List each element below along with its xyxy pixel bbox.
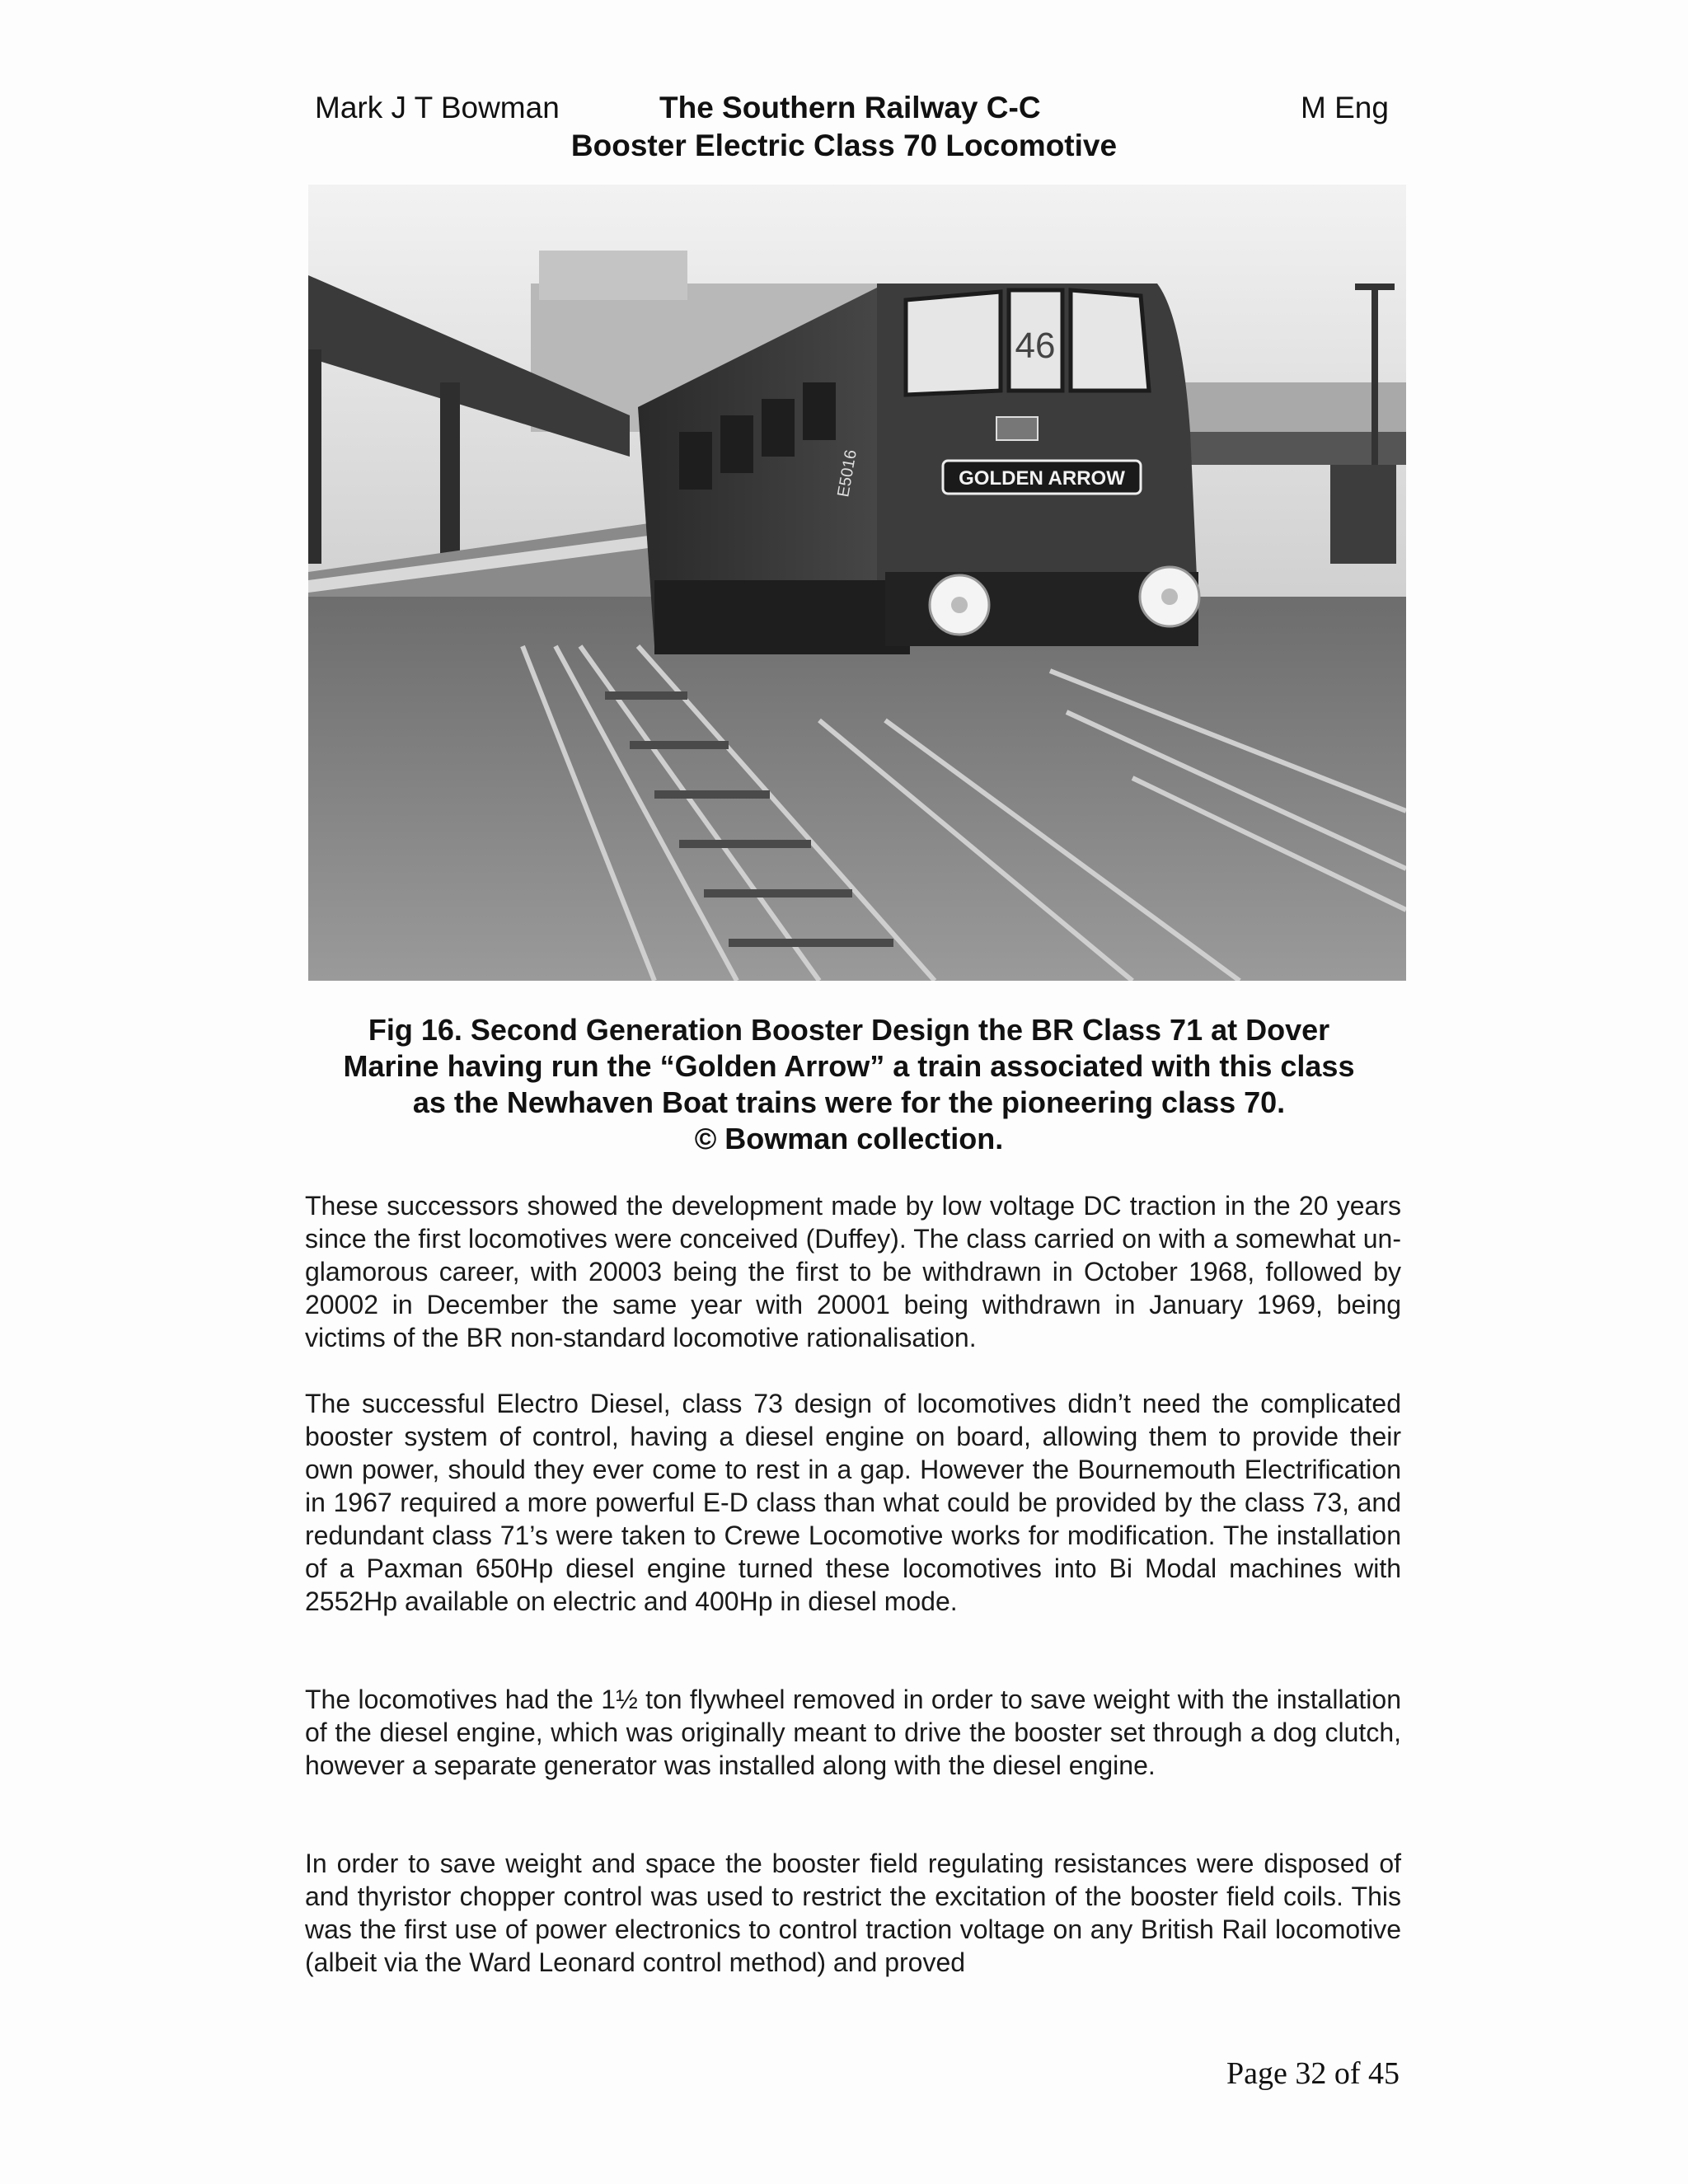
flag-emblem [996, 417, 1038, 440]
signal-mast [1372, 284, 1378, 465]
headcode: 46 [1015, 326, 1056, 366]
figure-caption [297, 1012, 1401, 1157]
locomotive-photo-illustration [308, 185, 1406, 981]
caption-line: Fig 16. Second Generation Booster Design the BR Class 71 at Dover [368, 1013, 1330, 1047]
header-title: The Southern Railway C-C [659, 91, 1041, 124]
header-subtitle: Booster Electric Class 70 Locomotive [570, 129, 1118, 162]
body-paragraph: The successful Electro Diesel, class 73 design of locomotives didn’t need the complicated booster system of control, having a diesel engine on board, allowing them to provide their own power, should they ever come to rest in a gap. However the Bournemouth Electrification in 1967 required a more powerful E-D class than what could be provided by the class 73, and redundant class 71’s were taken to Crewe Locomotive works for modification. The installation of a Paxman 650Hp diesel engine turned these locomotives into Bi Modal machines with 2552Hp available on electric and 400Hp in diesel mode. [305, 1389, 1401, 1616]
body-paragraph: These successors showed the development made by low voltage DC traction in the 20 years since the first locomotives were conceived (Duffey). The class carried on with a somewhat un- glamorous career, with 20003 being the first to be withdrawn in October 1968, followed by 20002 in December the same year with 20001 being withdrawn in January 1969, being victims of the BR non-standard locomotive rationalisation. [305, 1191, 1401, 1352]
headboard-text: GOLDEN ARROW [959, 467, 1125, 490]
caption-line: © Bowman collection. [694, 1122, 1004, 1155]
body-paragraph: The locomotives had the 1½ ton flywheel removed in order to save weight with the installation of the diesel engine, which was originally meant to drive the booster set through a dog clutch, however a separate generator was installed along with the diesel engine. [305, 1685, 1401, 1780]
body-paragraph: In order to save weight and space the booster field regulating resistances were disposed of and thyristor chopper control was used to restrict the excitation of the booster field coils. This was the first use of power electronics to control traction voltage on any British Rail locomotive (albeit via the Ward Leonard control method) and proved [305, 1849, 1401, 1977]
locomotive-photo [308, 185, 1406, 981]
loco-number: E5016 [834, 448, 860, 499]
header-degree: M Eng [1301, 91, 1389, 124]
caption-line: as the Newhaven Boat trains were for the pioneering class 70. [412, 1085, 1286, 1119]
header-author: Mark J T Bowman [315, 91, 560, 124]
page-number: Page 32 of 45 [1226, 2056, 1400, 2091]
locomotive-bogies [654, 580, 910, 654]
caption-line: Marine having run the “Golden Arrow” a train associated with this class [343, 1049, 1355, 1083]
